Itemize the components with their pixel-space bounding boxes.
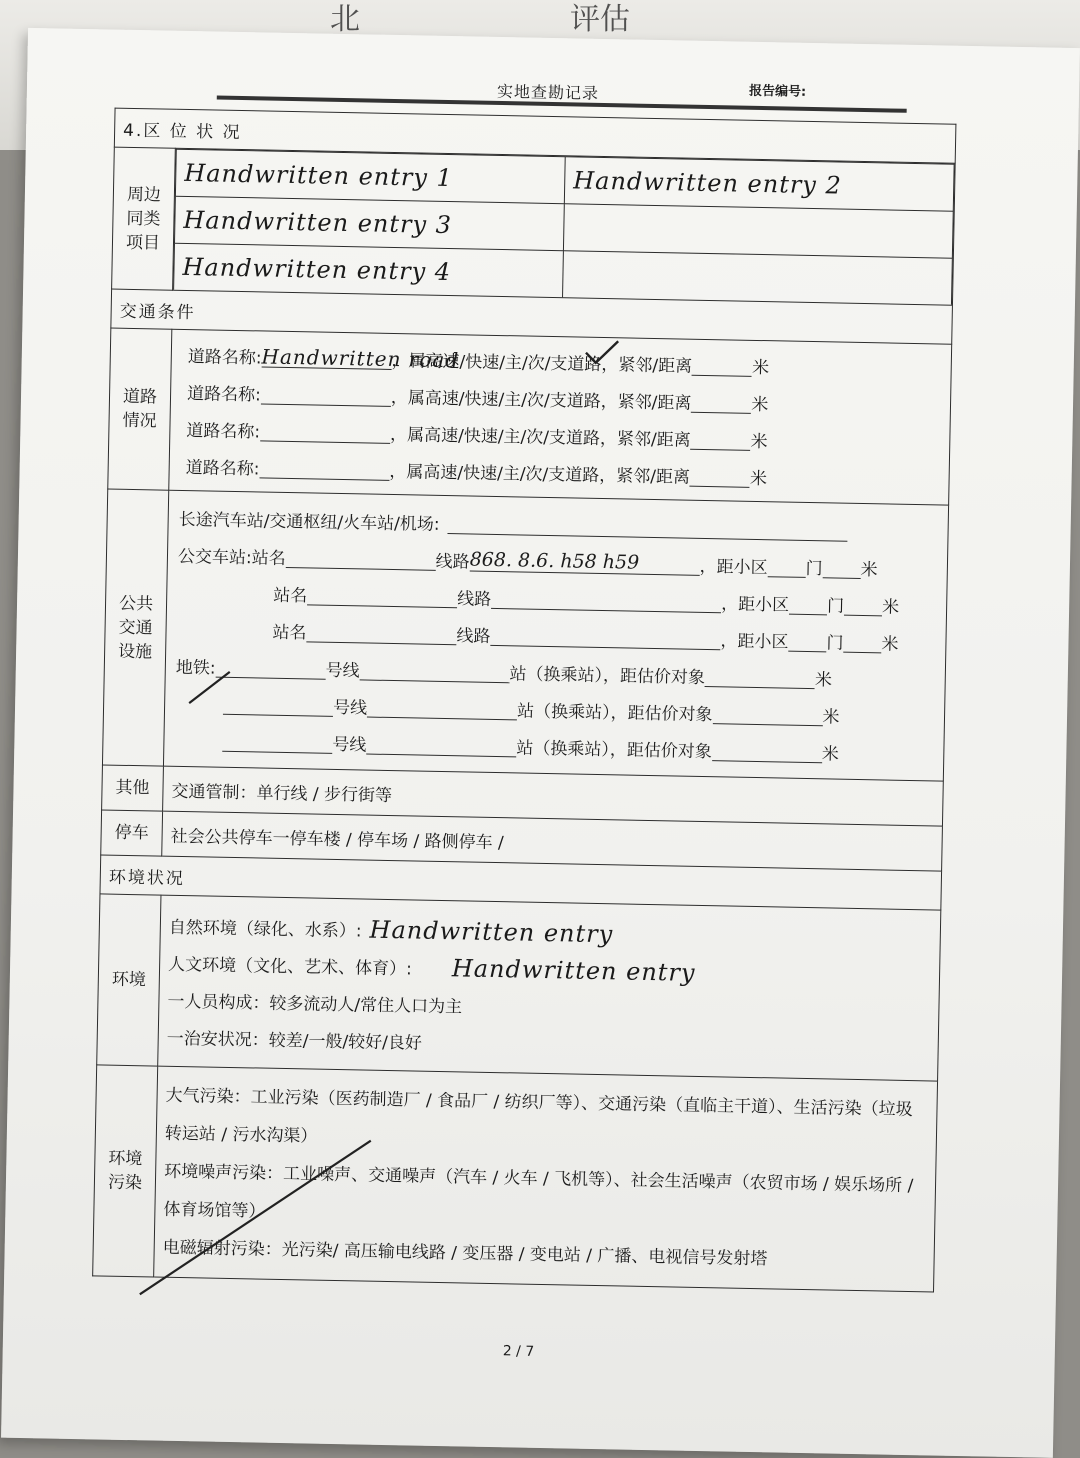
public-transport-rows: [163, 490, 948, 781]
subway-distance-value: [712, 701, 822, 726]
checkmark-icon: [582, 339, 623, 370]
bus-row: 公交车站: 站名 线路 868. 8.6. h58 h59 ，距小区 门 米: [177, 546, 878, 581]
air-pollution-text: 大气污染：工业污染（医药制造厂 / 食品厂 / 纺织厂等）、交通污染（直临主干道）、生活污染（垃圾转运站 / 污水沟渠）: [164, 1085, 913, 1147]
nearby-project-4: Handwritten entry 4: [174, 243, 564, 297]
nearby-project-2: Handwritten entry 2: [564, 157, 954, 211]
document-title: 实地查勘记录: [496, 81, 600, 103]
subway-line-value: [223, 692, 333, 717]
road-row: 道路名称: ，属高速/快速/主/次/支道路，紧邻/距离 米: [186, 410, 934, 461]
nearby-project-1: Handwritten entry 1: [175, 149, 565, 203]
environment-rows: [158, 895, 941, 1081]
natural-env-row: 自然环境（绿化、水系）: Handwritten entry: [168, 915, 614, 948]
subway-line-value: [222, 729, 332, 754]
bus-distance-value: [767, 554, 805, 578]
bus-gate-distance: [844, 593, 882, 617]
bus-route-value: [491, 586, 721, 613]
bus-gate-distance: [843, 630, 881, 654]
bus-gate-distance: [822, 555, 860, 579]
subway-station-value: [367, 695, 517, 721]
road-row: 道路名称: ，属高速/快速/主/次/支道路，紧邻/距离 米: [187, 373, 935, 424]
road-distance-value: [692, 353, 752, 377]
bus-distance-value: [789, 592, 827, 616]
traffic-title: 交通条件: [111, 289, 953, 344]
radiation-pollution-text: 电磁辐射污染：光污染/ 高压输电线路 / 变压器 / 变电站 / 广播、电视信号发射塔: [162, 1237, 768, 1270]
subway-distance-value: [705, 664, 815, 689]
subway-row: 号线 站（换乘站），距估价对象 米: [174, 721, 934, 773]
bus-route-value: [490, 623, 720, 650]
road-distance-value: [691, 390, 751, 414]
subway-row: 号线 站（换乘站），距估价对象 米: [175, 684, 935, 736]
background-scribble-left: 北: [330, 2, 360, 37]
public-transport-label: 公共交通设施: [102, 489, 168, 766]
bus-station-value: [307, 582, 457, 608]
nearby-projects-cell: [173, 148, 956, 305]
road-row: 道路名称: ，属高速/快速/主/次/支道路，紧邻/距离 米: [185, 447, 933, 498]
background-scribble-mid: 评估: [570, 2, 630, 37]
road-distance-value: [690, 427, 750, 451]
environment-title: 环境状况: [100, 855, 942, 910]
section-location-title: 4.区 位 状 况: [114, 108, 956, 163]
pollution-label: 环境污染: [93, 1065, 158, 1277]
nearby-project-empty-a: [563, 204, 953, 258]
page-number: 2 / 7: [502, 1343, 535, 1360]
road-row: 道路名称: Handwritten road ，属高速/快速/主/次/支道路，紧邻/距离 米: [187, 344, 770, 379]
security-row: 一治安状况：较差/一般/较好/良好: [166, 1028, 423, 1054]
nearby-project-3: Handwritten entry 3: [174, 196, 564, 250]
natural-env-value: Handwritten entry: [369, 915, 614, 948]
population-row: 一人员构成：较多流动人/常住人口为主: [167, 991, 463, 1018]
subway-station-value: [366, 732, 516, 758]
bus-station-value: [286, 545, 436, 571]
environment-label: 环境: [97, 894, 161, 1066]
nearby-projects-label: 周边同类项目: [112, 147, 176, 290]
hub-value: [447, 511, 847, 542]
parking-text: 社会公共停车一停车楼 / 停车场 / 路侧停车 /: [162, 811, 943, 871]
road-name-value: [259, 455, 389, 480]
pollution-strike-icon: [134, 1130, 377, 1305]
nearby-project-empty-b: [563, 251, 953, 305]
bus-row: 站名 线路 ，距小区 门 米: [176, 610, 936, 662]
cultural-env-row: 人文环境（文化、艺术、体育）: Handwritten entry: [167, 953, 696, 987]
road-name-value: Handwritten road: [261, 344, 460, 373]
subway-row: 地铁: 号线 站（换乘站），距估价对象 米: [176, 647, 936, 699]
cultural-env-value: Handwritten entry: [451, 953, 696, 987]
bus-route-value: 868. 8.6. h58 h59: [469, 548, 699, 575]
road-name-value: [261, 381, 391, 406]
form-page: [1, 28, 1080, 1458]
road-condition-label: 道路情况: [108, 328, 172, 490]
bus-station-value: [306, 619, 456, 645]
road-distance-value: [690, 464, 750, 488]
strike-mark-icon: [185, 667, 236, 708]
report-number-label: 报告编号:: [748, 83, 807, 100]
road-rows: [169, 329, 952, 505]
bus-distance-value: [788, 629, 826, 653]
noise-pollution-text: 环境噪声污染：工业噪声、交通噪声（汽车 / 火车 / 飞机等）、社会生活噪声（农贸市场 / 娱乐场所 / 体育场馆等）: [163, 1161, 914, 1222]
parking-label: 停车: [101, 810, 163, 856]
subway-station-value: [359, 657, 509, 683]
hub-row: 长途汽车站/交通枢纽/火车站/机场:: [178, 499, 938, 551]
bus-row: 站名 线路 ，距小区 门 米: [177, 573, 937, 625]
road-name-value: [260, 418, 390, 443]
other-label: 其他: [102, 765, 164, 811]
other-text: 交通管制：单行线 / 步行街等: [163, 766, 944, 826]
subway-distance-value: [712, 738, 822, 763]
